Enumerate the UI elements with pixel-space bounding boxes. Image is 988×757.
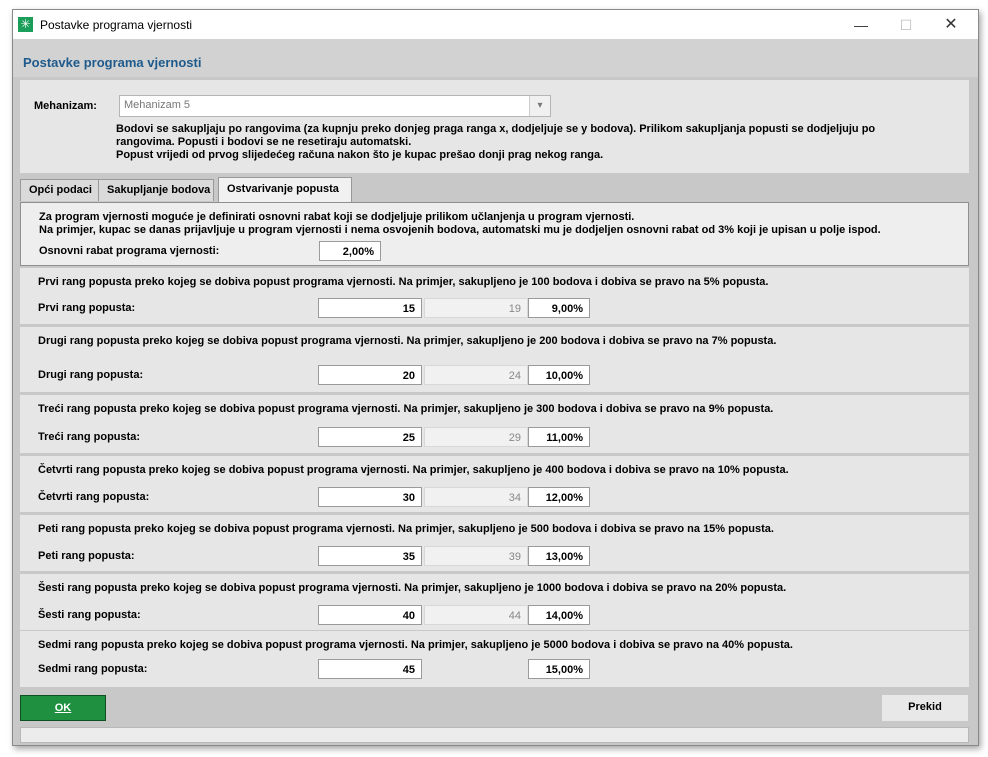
tab-general[interactable]: Opći podaci <box>20 179 100 201</box>
rank-label: Drugi rang popusta: <box>38 369 144 381</box>
rank-panel <box>20 574 969 630</box>
rank-threshold-input[interactable]: 20 <box>318 365 422 385</box>
rank-panel <box>20 456 969 512</box>
rank-upper-bound-readonly: 24 <box>424 365 528 385</box>
base-discount-input[interactable]: 2,00% <box>319 241 381 261</box>
rank-description: Prvi rang popusta preko kojeg se dobiva popust programa vjernosti. Na primjer, sakupljeno je 100 bodova i dobiva se pravo na 5% popusta. <box>38 276 769 288</box>
rank-percent-input[interactable]: 10,00% <box>528 365 590 385</box>
title-bar <box>13 10 978 39</box>
rank-label: Šesti rang popusta: <box>38 609 141 621</box>
base-discount-description <box>39 211 959 237</box>
rank-panel <box>20 515 969 571</box>
close-icon[interactable]: ✕ <box>944 16 958 33</box>
mechanism-label: Mehanizam: <box>34 100 97 112</box>
mechanism-panel <box>20 80 969 173</box>
app-star-icon: ✳ <box>18 17 33 32</box>
rank-percent-input[interactable]: 15,00% <box>528 659 590 679</box>
tab-discount-realization[interactable]: Ostvarivanje popusta <box>218 177 352 202</box>
rank-threshold-input[interactable]: 25 <box>318 427 422 447</box>
mechanism-select[interactable] <box>119 95 551 117</box>
window-title: Postavke programa vjernosti <box>40 18 193 32</box>
tab-bar <box>20 177 969 202</box>
rank-label: Treći rang popusta: <box>38 431 141 443</box>
rank-percent-input[interactable]: 14,00% <box>528 605 590 625</box>
rank-threshold-input[interactable]: 30 <box>318 487 422 507</box>
mechanism-description-line: Bodovi se sakupljaju po rangovima (za kupnju preko donjeg praga ranga x, dodjeljuje se y bodova). Prilikom sakupljanja popusti se dodjeljuju po rangovima. Popusti i bodovi se ne resetiraju automatski. <box>116 123 876 148</box>
tab-points-collection[interactable]: Sakupljanje bodova <box>98 179 214 201</box>
rank-threshold-input[interactable]: 35 <box>318 546 422 566</box>
rank-description: Šesti rang popusta preko kojeg se dobiva popust programa vjernosti. Na primjer, sakupljeno je 1000 bodova i dobiva se pravo na 20% popusta. <box>38 582 787 594</box>
rank-description: Četvrti rang popusta preko kojeg se dobiva popust programa vjernosti. Na primjer, sakupljeno je 400 bodova i dobiva se pravo na 10% popusta. <box>38 464 789 476</box>
ok-button[interactable]: OK <box>20 695 106 721</box>
rank-upper-bound-readonly: 34 <box>424 487 528 507</box>
rank-threshold-input[interactable]: 15 <box>318 298 422 318</box>
rank-label: Prvi rang popusta: <box>38 302 136 314</box>
maximize-icon[interactable]: ☐ <box>899 17 913 33</box>
rank-panel <box>20 327 969 392</box>
rank-percent-input[interactable]: 9,00% <box>528 298 590 318</box>
minimize-icon[interactable]: — <box>854 17 868 33</box>
rank-description: Sedmi rang popusta preko kojeg se dobiva popust programa vjernosti. Na primjer, sakupljeno je 5000 bodova i dobiva se pravo na 40% popusta. <box>38 639 793 651</box>
intro-line-2: Na primjer, kupac se danas prijavljuje u program vjernosti i nema osvojenih bodova, automatski mu je dodjeljen osnovni rabat od 3% koji je upisan u polje ispod. <box>39 224 881 236</box>
mechanism-description <box>116 123 916 162</box>
settings-window <box>12 9 979 746</box>
rank-upper-bound-readonly: 39 <box>424 546 528 566</box>
base-discount-panel <box>20 202 969 266</box>
rank-upper-bound-readonly: 44 <box>424 605 528 625</box>
mechanism-description-line: Popust vrijedi od prvog slijedećeg računa nakon što je kupac prešao donji prag nekog ranga. <box>116 149 604 161</box>
rank-description: Treći rang popusta preko kojeg se dobiva popust programa vjernosti. Na primjer, sakupljeno je 300 bodova i dobiva se pravo na 9% popusta. <box>38 403 774 415</box>
base-discount-label: Osnovni rabat programa vjernosti: <box>39 245 220 257</box>
intro-line-1: Za program vjernosti moguće je definirati osnovni rabat koji se dodjeljuje prilikom učlanjenja u program vjernosti. <box>39 211 635 223</box>
rank-percent-input[interactable]: 12,00% <box>528 487 590 507</box>
rank-panel <box>20 631 969 687</box>
rank-upper-bound-readonly: 29 <box>424 427 528 447</box>
rank-panel <box>20 268 969 324</box>
bottom-bar <box>13 690 978 745</box>
rank-panel <box>20 395 969 453</box>
mechanism-selected-value: Mehanizam 5 <box>124 99 191 111</box>
rank-threshold-input[interactable]: 40 <box>318 605 422 625</box>
header-band <box>13 39 978 77</box>
cancel-button[interactable]: Prekid <box>882 695 968 721</box>
rank-description: Peti rang popusta preko kojeg se dobiva popust programa vjernosti. Na primjer, sakupljeno je 500 bodova i dobiva se pravo na 15% popusta. <box>38 523 774 535</box>
rank-threshold-input[interactable]: 45 <box>318 659 422 679</box>
rank-percent-input[interactable]: 11,00% <box>528 427 590 447</box>
status-bar <box>20 727 969 743</box>
rank-upper-bound-readonly: 19 <box>424 298 528 318</box>
chevron-down-icon[interactable]: ▾ <box>529 96 550 116</box>
mechanism-description-text <box>116 123 916 162</box>
rank-label: Četvrti rang popusta: <box>38 491 150 503</box>
rank-description: Drugi rang popusta preko kojeg se dobiva popust programa vjernosti. Na primjer, sakupljeno je 200 bodova i dobiva se pravo na 7% popusta. <box>38 335 777 347</box>
rank-percent-input[interactable]: 13,00% <box>528 546 590 566</box>
rank-label: Sedmi rang popusta: <box>38 663 148 675</box>
rank-label: Peti rang popusta: <box>38 550 135 562</box>
page-title: Postavke programa vjernosti <box>23 55 202 70</box>
